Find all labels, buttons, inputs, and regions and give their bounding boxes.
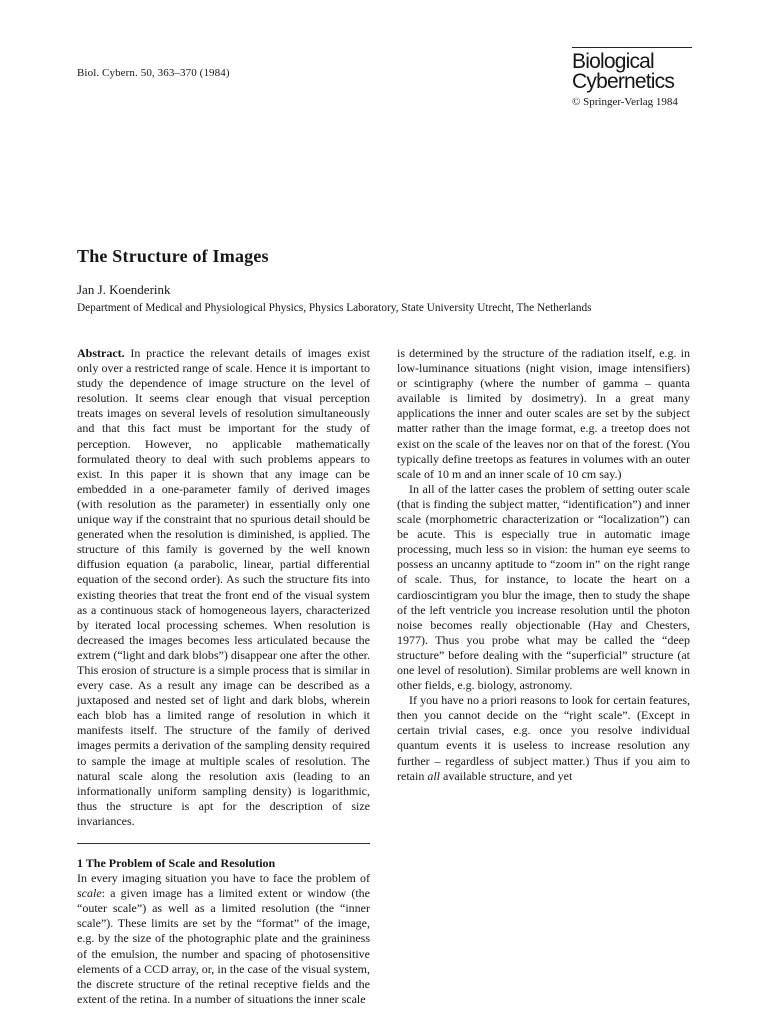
paragraph-1-continued-text: is determined by the structure of the radiation itself, e.g. in low-luminance situations (night vision, image intensifiers) or scintigraphy (where the number of gamma – quanta available is limited by dosimetry). In a great many applications the inner and outer scales are set by the subject matter rather than the image format, e.g. a treetop does not exist on the scale of the leaves nor on that of the forest. (You typically define treetops as features in volumes with an outer scale of 10 m and an inner scale of 10 cm say.) <box>397 346 690 481</box>
abstract-label: Abstract. <box>77 346 125 360</box>
journal-name-line2: Cybernetics <box>572 70 675 93</box>
section-heading: 1 The Problem of Scale and Resolution <box>77 856 276 870</box>
paragraph-3: If you have no a priori reasons to look for certain features, then you cannot decide on the “right scale”. (Except in certain trivial cases, e.g. once you resolve individual quantum events it is useless to increase resolution any further – regardless of subject matter.) Thus if you aim to retain all available structure, and yet <box>397 693 690 783</box>
citation: Biol. Cybern. 50, 363–370 (1984) <box>77 67 230 79</box>
emphasis-all: all <box>427 768 440 783</box>
paragraph-1-continued: : a given image has a limited extent or window (the “outer scale”) as well as a limited resolution (the “inner scale”). These limits are set by the “format” of the image, e.g. by the size of the photographic plate and the graininess of the emulsion, the number and spacing of photosensitive elements of a CCD array, or, in the case of the visual system, the discrete structure of the retinal receptive fields and the extent of the retina. In a number of situations the inner scale <box>77 886 370 1006</box>
journal-logo <box>572 47 692 108</box>
emphasis-scale: scale <box>77 886 102 901</box>
affiliation: Department of Medical and Physiological Physics, Physics Laboratory, State University Utrecht, The Netherlands <box>77 302 592 314</box>
paragraph-1-start: In every imaging situation you have to face the problem of scale: a given image has a limited extent or window (the “outer scale”) as well as a limited resolution (the “inner scale”). These limits are set by the “format” of the image, e.g. by the size of the photographic plate and the graininess of the emulsion, the number and spacing of photosensitive elements of a CCD array, or, in the case of the visual system, the discrete structure of the retinal receptive fields and the extent of the retina. In a number of situations the inner scale <box>77 871 370 1006</box>
section-divider <box>77 843 370 844</box>
paragraph-2: In all of the latter cases the problem of setting outer scale (that is finding the subject matter, “identification”) and inner scale (morphometric characterization or “localization”) can be acute. This is especially true in automatic image processing, much less so in vision: the human eye seems to possess an uncanny aptitude to “zoom in” on the right range of scale. Thus, for instance, to locate the heart on a cardioscintigram you blur the image, then to study the shape of the left ventricle you increase resolution until the photon noise becomes really objectionable (Hay and Chesters, 1977). Thus you probe what may be called the “deep structure” before dealing with the “superficial” structure (at one level of resolution). Similar problems are well known in other fields, e.g. biology, astronomy. <box>397 481 690 693</box>
journal-name-line1: Biological <box>572 50 654 73</box>
left-column <box>77 346 370 1007</box>
copyright: © Springer-Verlag 1984 <box>572 96 678 108</box>
abstract <box>77 346 370 829</box>
author: Jan J. Koenderink <box>77 282 171 297</box>
right-column <box>397 346 690 784</box>
abstract-text: In practice the relevant details of images exist only over a restricted range of scale. Hence it is important to study the dependence of image structure on the level of resolution. It seems clear enough that visual perception treats images on several levels of resolution simultaneously and that this fact must be important for the study of perception. However, no applicable mathematically formulated theory to deal with such problems appears to exist. In this paper it is shown that any image can be embedded in a one-parameter family of derived images (with resolution as the parameter) in essentially only one unique way if the constraint that no spurious detail should be generated when the resolution is diminished, is applied. The structure of this family is governed by the well known diffusion equation (a parabolic, linear, partial differential equation of the second order). As such the structure fits into existing theories that treat the front end of the visual system as a continuous stack of homogeneous layers, characterized by iterated local processing schemes. When resolution is decreased the images becomes less articulated because the extrem (“light and dark blobs”) disappear one after the other. This erosion of structure is a simple process that is similar in every case. As a result any image can be described as a juxtaposed and nested set of light and dark blobs, wherein each blob has a limited range of resolution in which it manifests itself. The structure of the family of derived images permits a derivation of the sampling density required to sample the image at multiple scales of resolution. The natural scale along the resolution axis (leading to an informationally uniform sampling density) is logarithmic, thus the structure is apt for the description of size invariances. <box>77 346 370 828</box>
article-title: The Structure of Images <box>77 246 269 266</box>
